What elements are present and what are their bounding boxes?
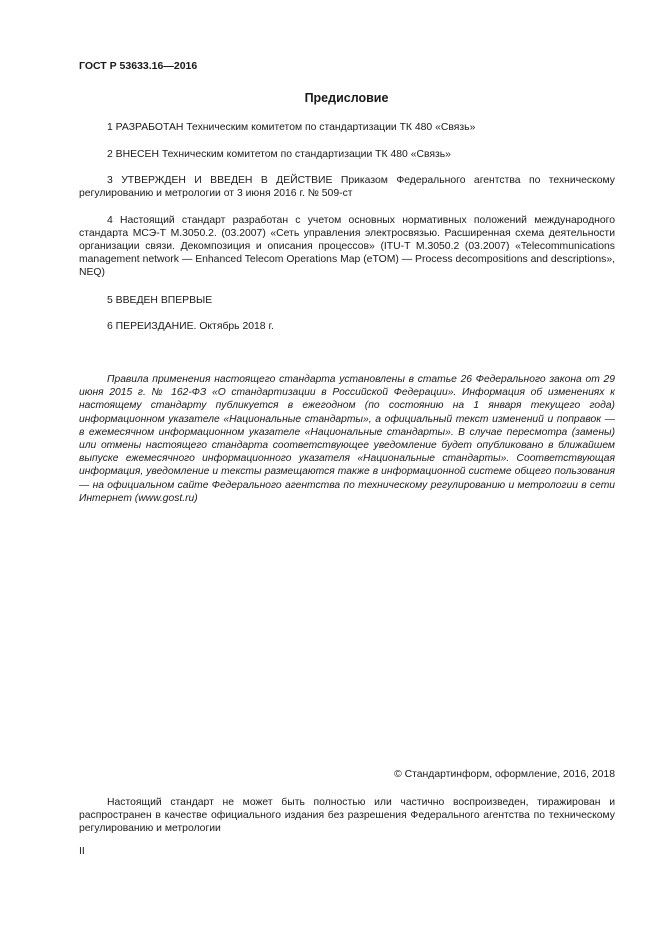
reproduction-notice: Настоящий стандарт не может быть полностью или частично воспроизведен, тиражирован и распространен в качестве официального издания без разрешения Федерального агентства по техническому регулированию и метрологии [79, 797, 615, 834]
preface-item-6: 6 ПЕРЕИЗДАНИЕ. Октябрь 2018 г. [107, 321, 274, 332]
preface-item-3: 3 УТВЕРЖДЕН И ВВЕДЕН В ДЕЙСТВИЕ Приказом Федерального агентства по техническому регулированию и метрологии от 3 июня 2016 г. № 509-ст [79, 175, 615, 199]
standard-code: ГОСТ Р 53633.16—2016 [79, 60, 198, 72]
preface-item-2: 2 ВНЕСЕН Техническим комитетом по стандартизации ТК 480 «Связь» [107, 149, 451, 160]
preface-item-1: 1 РАЗРАБОТАН Техническим комитетом по стандартизации ТК 480 «Связь» [107, 122, 476, 133]
preface-item-4: 4 Настоящий стандарт разработан с учетом основных нормативных положений международного стандарта МСЭ-Т М.3050.2. (03.2007) «Сеть управления электросвязью. Расширенная схема деятельности организации связи. Декомпозиция и описания процессов» (ITU-T M.3050.2 (03.2007) «Telecommunications management network — Enhanced Telecom Operations Map (eTOM) — Process decompositions and descriptions», NEQ) [79, 215, 615, 278]
application-rules-notice: Правила применения настоящего стандарта установлены в статье 26 Федерального закона от 29 июня 2015 г. № 162-ФЗ «О стандартизации в Российской Федерации». Информация об изменениях к настоящему стандарту публикуется в ежегодном (по состоянию на 1 января текущего года) информационном указателе «Национальные стандарты», а официальный текст изменений и поправок — в ежемесячном информационном указателе «Национальные стандарты». В случае пересмотра (замены) или отмены настоящего стандарта соответствующее уведомление будет опубликовано в ближайшем выпуске ежемесячного информационного указателя «Национальные стандарты». Соответствующая информация, уведомление и тексты размещаются также в информационной системе общего пользования — на официальном сайте Федерального агентства по техническому регулированию и метрологии в сети Интернет (www.gost.ru) [79, 374, 615, 504]
page-number: II [79, 846, 85, 857]
preface-title: Предисловие [304, 91, 389, 105]
preface-item-5: 5 ВВЕДЕН ВПЕРВЫЕ [107, 295, 213, 306]
copyright-line: © Стандартинформ, оформление, 2016, 2018 [394, 769, 615, 780]
